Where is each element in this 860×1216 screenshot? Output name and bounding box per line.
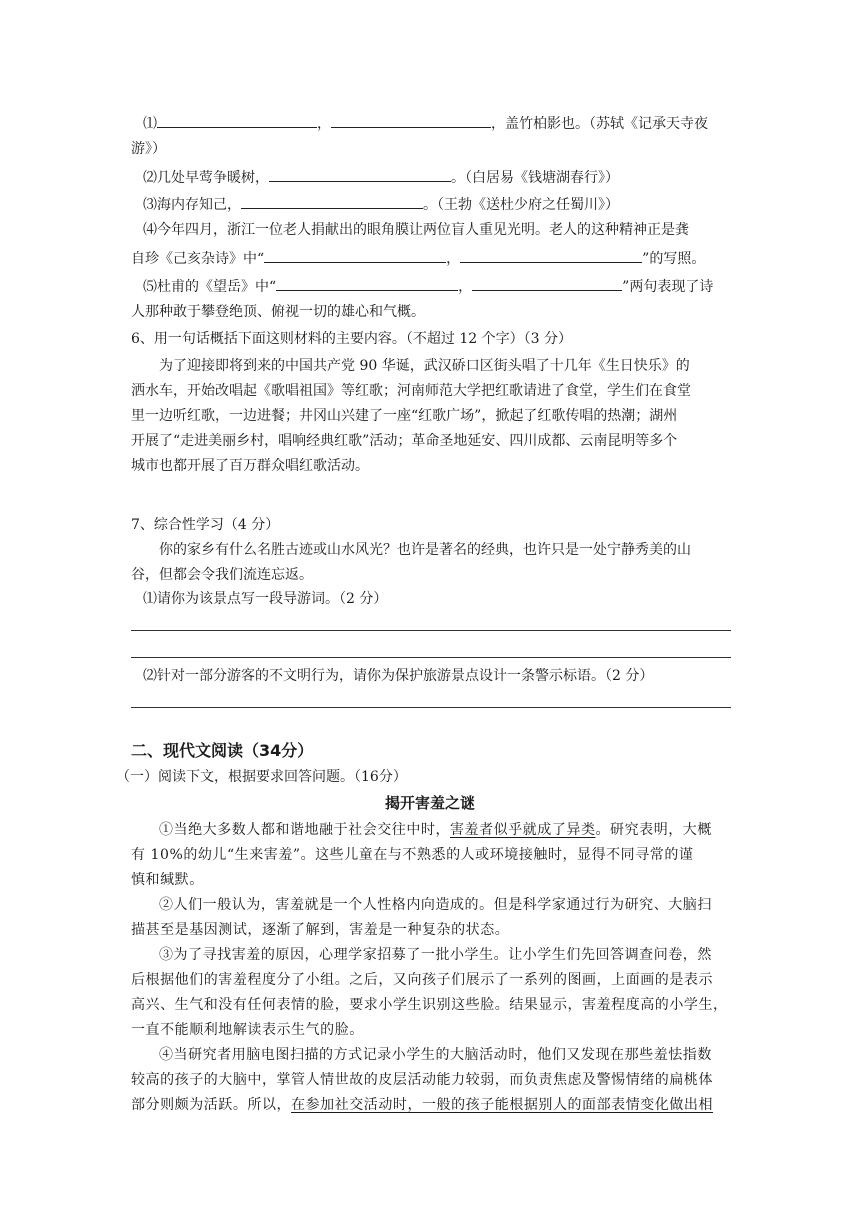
- article-paragraph-4: ④当研究者用脑电图扫描的方式记录小学生的大脑活动时，他们又发现在那些羞怯指数: [159, 1047, 712, 1063]
- q6-material-line: 为了迎接即将到来的中国共产党 90 华诞，武汉硚口区街头唱了十几年《生日快乐》的: [159, 358, 690, 374]
- article-line: 有 10%的幼儿“生来害羞”。这些儿童在与不熟悉的人或环境接触时，显得不同寻常的谨: [131, 847, 694, 863]
- q5-item-1: ⑴ ， ，盖竹柏影也。（苏轼《记承天寺夜: [143, 112, 743, 134]
- answer-line[interactable]: [131, 707, 731, 708]
- q5-item-5: ⑸杜甫的《望岳》中“ ， ”两句表现了诗: [143, 275, 743, 297]
- answer-blank[interactable]: [472, 275, 622, 291]
- answer-blank[interactable]: [241, 193, 423, 209]
- underlined-sentence: 害羞者似乎就成了异类: [450, 822, 596, 838]
- q6-material-line: 洒水车，开始改唱起《歌唱祖国》等红歌；河南师范大学把红歌请进了食堂，学生们在食堂: [131, 383, 691, 399]
- underlined-sentence: 在参加社交活动时，一般的孩子能根据别人的面部表情变化做出相: [291, 1097, 714, 1113]
- article-line: 一直不能顺利地解读表示生气的脸。: [131, 1022, 364, 1038]
- article-line: 后根据他们的害羞程度分了小组。之后，又向孩子们展示了一系列的图画，上面画的是表示: [131, 972, 713, 988]
- article-line: 高兴、生气和没有任何表情的脸，要求小学生识别这些脸。结果显示，害羞程度高的小学生，: [131, 997, 728, 1013]
- article-paragraph-3: ③为了寻找害羞的原因，心理学家招募了一批小学生。让小学生们先回答调查问卷，然: [159, 947, 712, 963]
- q6-prompt: 6、用一句话概括下面这则材料的主要内容。（不超过 12 个字）（3 分）: [131, 331, 572, 347]
- q5-item-3: ⑶海内存知己， 。（王勃《送杜少府之任蜀川》）: [143, 193, 743, 215]
- q7-sub1: ⑴请你为该景点写一段导游词。（2 分）: [143, 591, 388, 607]
- answer-blank[interactable]: [276, 275, 458, 291]
- answer-line[interactable]: [131, 630, 731, 631]
- q5-item-4: ⑷今年四月，浙江一位老人捐献出的眼角膜让两位盲人重见光明。老人的这种精神正是龚: [143, 222, 689, 238]
- article-paragraph-1: ①当绝大多数人都和谐地融于社会交往中时，害羞者似乎就成了异类。研究表明，大概: [159, 822, 712, 838]
- article-title: 揭开害羞之谜: [384, 794, 475, 812]
- q5-item-1-cont: 游》）: [131, 141, 166, 157]
- q6-material-line: 里一边听红歌，一边进餐；井冈山兴建了一座“红歌广场”，掀起了红歌传唱的热潮；湖州: [131, 408, 678, 424]
- answer-blank[interactable]: [264, 247, 446, 263]
- section-heading: 二、现代文阅读（34分）: [131, 741, 314, 760]
- q5-item-5-cont: 人那种敢于攀登绝顶、俯视一切的雄心和气概。: [131, 304, 425, 320]
- q5-item-2: ⑵几处早莺争暖树， 。（白居易《钱塘湖春行》）: [143, 166, 743, 188]
- q7-intro-line: 谷，但都会令我们流连忘返。: [131, 567, 313, 583]
- q7-intro-line: 你的家乡有什么名胜古迹或山水风光？也许是著名的经典，也许只是一处宁静秀美的山: [159, 542, 691, 558]
- article-line: 较高的孩子的大脑中，掌管人情世故的皮层活动能力较弱，而负责焦虑及警惕情绪的扁桃体: [131, 1072, 713, 1088]
- answer-blank[interactable]: [331, 112, 491, 128]
- article-line: 描甚至是基因测试，逐渐了解到，害羞是一种复杂的状态。: [131, 922, 510, 938]
- answer-blank[interactable]: [460, 247, 642, 263]
- q6-material-line: 城市也都开展了百万群众唱红歌活动。: [131, 458, 369, 474]
- q7-sub2: ⑵针对一部分游客的不文明行为，请你为保护旅游景点设计一条警示标语。（2 分）: [143, 668, 654, 684]
- article-paragraph-2: ②人们一般认为，害羞就是一个人性格内向造成的。但是科学家通过行为研究、大脑扫: [159, 897, 712, 913]
- q5-item-4-cont: 自珍《己亥杂诗》中“ ， ”的写照。: [131, 247, 731, 269]
- part-instruction: （一）阅读下文，根据要求回答问题。（16分）: [116, 769, 407, 785]
- article-line: 部分则颇为活跃。所以，在参加社交活动时，一般的孩子能根据别人的面部表情变化做出相: [131, 1097, 714, 1113]
- item-number: ⑴: [143, 116, 157, 132]
- answer-blank[interactable]: [269, 166, 451, 182]
- q7-prompt: 7、综合性学习（4 分）: [131, 517, 280, 533]
- answer-blank[interactable]: [157, 112, 317, 128]
- answer-line[interactable]: [131, 657, 731, 658]
- article-line: 慎和缄默。: [131, 872, 204, 888]
- q6-material-line: 开展了“走进美丽乡村，唱响经典红歌”活动；革命圣地延安、四川成都、云南昆明等多个: [131, 433, 678, 449]
